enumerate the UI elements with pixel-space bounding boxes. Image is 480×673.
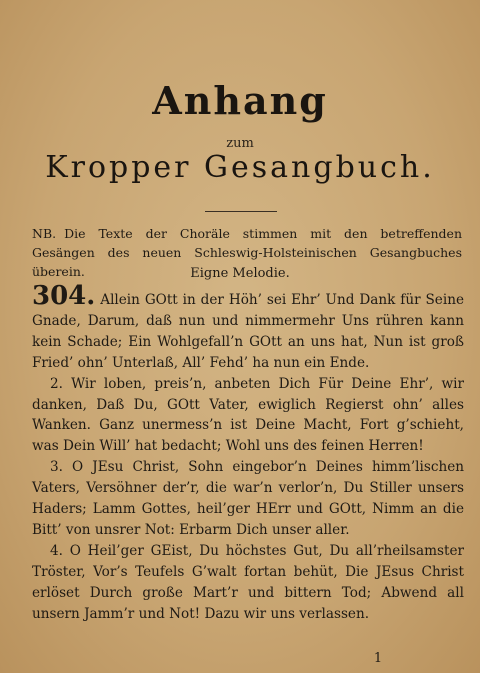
page-number: 1 [373, 651, 383, 666]
nb-text: Die Texte der Choräle stimmen mit den betreffenden Gesängen des neuen Schleswig-Holsteinischen Gesangbuches überein. [32, 226, 462, 279]
page-subtitle: Kropper Gesangbuch. [45, 150, 435, 185]
hymn-verse-1 [32, 281, 464, 374]
verse-1-text: Allein GOtt in der Höh’ sei Ehr’ Und Dank für Seine Gnade, Darum, daß nun und nimmermehr Uns rühren kann kein Schade; Ein Wohlgefall’n GOtt an uns hat, Nun ist groß Fried’ ohn’ Unterlaß, All’ Fehd’ ha nun ein Ende. [32, 292, 464, 371]
nb-tag: NB. [32, 226, 57, 241]
hymn-verse-2: 2. Wir loben, preis’n, anbeten Dich Für Deine Ehr’, wir danken, Daß Du, GOtt Vater, ewiglich Regierst ohn’ alles Wanken. Ganz unermess’n ist Deine Macht, Fort g’schieht, was Dein Will’ hat bedacht; Wohl uns des feinen Herren! [32, 375, 464, 455]
hymn-text [32, 281, 464, 625]
page-title: Anhang [152, 78, 328, 123]
hymn-verse-3: 3. O JEsu Christ, Sohn eingebor’n Deines himm’lischen Vaters, Versöhner der’r, die war’n verlor’n, Du Stiller unsers Haders; Lamm Gottes, heil’ger HErr und GOtt, Nimm an die Bitt’ von unsrer Not: Erbarm Dich unser aller. [32, 459, 464, 538]
divider-rule [205, 211, 277, 212]
hymn-number: 304. [32, 281, 96, 311]
melody-note: Eigne Melodie. [190, 266, 290, 281]
title-connector: zum [226, 136, 254, 151]
hymn-verse-4: 4. O Heil’ger GEist, Du höchstes Gut, Du all’rheilsamster Tröster, Vor’s Teufels G’walt fortan behüt, Die JEsus Christ erlöset Durch große Mart’r und bittern Tod; Abwend all unsern Jamm’r und Not! Dazu wir uns verlassen. [32, 542, 464, 622]
